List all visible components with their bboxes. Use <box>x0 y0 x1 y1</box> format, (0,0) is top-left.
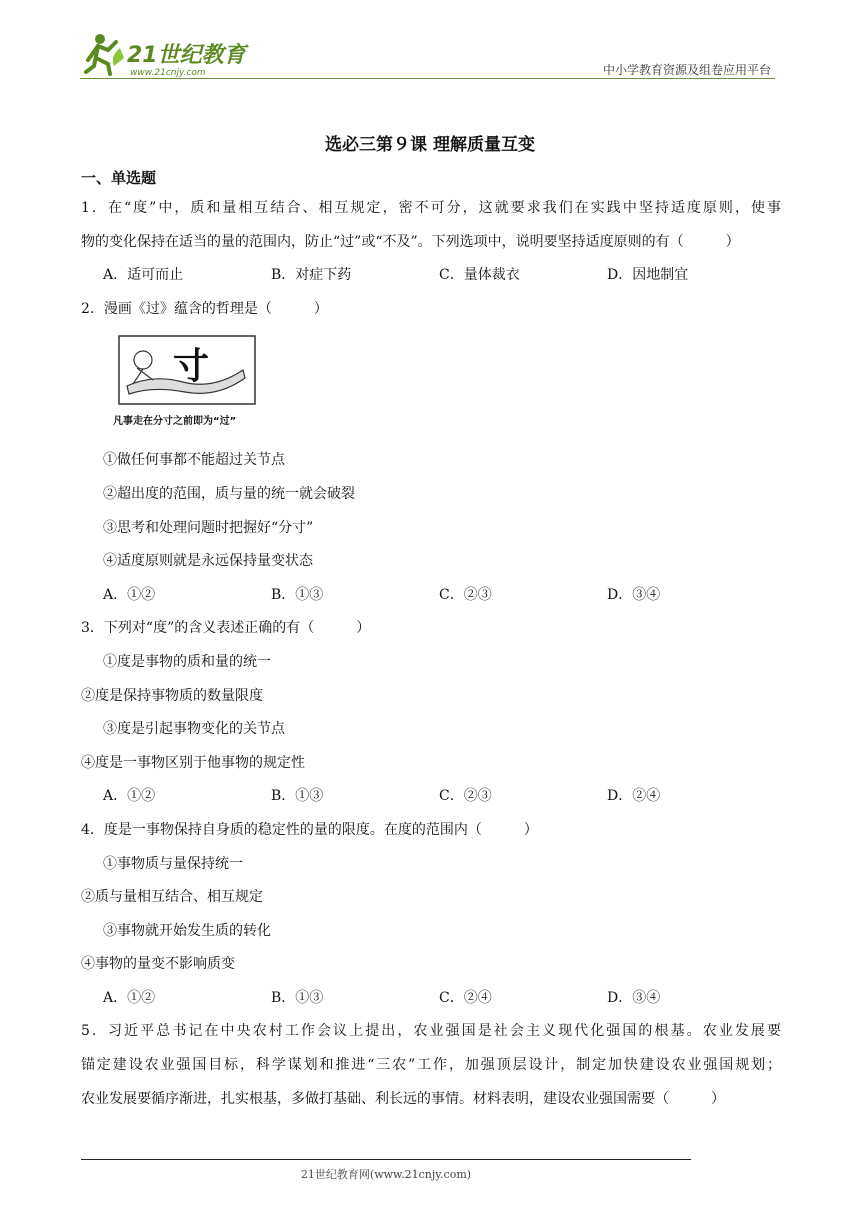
statement-2: ②超出度的范围，质与量的统一就会破裂 <box>103 485 355 502</box>
comic-character: 寸 <box>173 346 210 388</box>
option-a: A．适可而止 <box>103 267 184 284</box>
page-header <box>80 30 775 80</box>
option-b: B．①③ <box>271 989 324 1006</box>
options-row <box>81 579 781 613</box>
question-text-line <box>81 814 781 848</box>
question-text: 农业发展要循序渐进，扎实根基，多做打基础、利长远的事情。材料表明，建设农业强国需要（ <box>81 1090 669 1107</box>
option-d: D．因地制宜 <box>607 267 689 284</box>
question-2 <box>81 293 781 613</box>
footer-text: 21世纪教育网(www.21cnjy.com) <box>300 1168 472 1181</box>
statement-4: ④度是一事物区别于他事物的规定性 <box>81 754 305 771</box>
question-text: 物的变化保持在适当的量的范围内，防止“过”或“不及”。下列选项中，说明要坚持适度原则的有（ <box>81 233 684 250</box>
question-text: 锚定建设农业强国目标，科学谋划和推进“三农”工作，加强顶层设计，制定加快建设农业强国规划； <box>81 1057 781 1074</box>
statement-3: ③度是引起事物变化的关节点 <box>103 721 285 738</box>
option-d: D．③④ <box>607 586 661 603</box>
header-divider <box>80 78 775 79</box>
option-c: C．②④ <box>439 989 492 1006</box>
question-text-line <box>81 612 781 646</box>
question-list <box>81 192 781 1116</box>
question-4 <box>81 814 781 1016</box>
section-heading: 一、单选题 <box>81 169 157 187</box>
options-row <box>81 259 781 293</box>
option-d: D．②④ <box>607 788 661 805</box>
footer-divider <box>81 1159 691 1160</box>
statement-3: ③思考和处理问题时把握好“分寸” <box>103 519 314 536</box>
question-3 <box>81 612 781 814</box>
statement-4: ④事物的量变不影响质变 <box>81 956 235 973</box>
statement-2: ②质与量相互结合、相互规定 <box>81 889 263 906</box>
question-1 <box>81 192 781 293</box>
option-b: B．①③ <box>271 586 324 603</box>
question-text: 2．漫画《过》蕴含的哲理是（ <box>81 300 272 317</box>
close-paren: ） <box>356 620 371 637</box>
close-paren: ） <box>725 233 740 250</box>
question-text-line <box>81 226 781 260</box>
option-c: C．②③ <box>439 788 492 805</box>
statement-4: ④适度原则就是永远保持量变状态 <box>103 553 313 570</box>
site-logo <box>80 30 260 78</box>
platform-name: 中小学教育资源及组卷应用平台 <box>602 63 771 77</box>
option-c: C．量体裁衣 <box>439 267 520 284</box>
comic-image <box>105 326 781 444</box>
options-row <box>81 780 781 814</box>
option-b: B．①③ <box>271 788 324 805</box>
question-text: 5．习近平总书记在中央农村工作会议上提出，农业强国是社会主义现代化强国的根基。农业发展要 <box>81 1023 781 1040</box>
option-a: A．①② <box>103 586 156 603</box>
question-text-line <box>81 1083 781 1117</box>
close-paren: ） <box>711 1090 725 1107</box>
options-row <box>81 982 781 1016</box>
statement-1: ①事物质与量保持统一 <box>103 855 243 872</box>
close-paren: ） <box>523 821 538 838</box>
option-d: D．③④ <box>607 989 661 1006</box>
runner-icon <box>86 34 124 74</box>
logo-url: www.21cnjy.com <box>130 68 206 78</box>
option-a: A．①② <box>103 788 156 805</box>
statement-2: ②度是保持事物质的数量限度 <box>81 687 263 704</box>
question-text: 4．度是一事物保持自身质的稳定性的量的限度。在度的范围内（ <box>81 821 482 838</box>
comic-caption: 凡事走在分寸之前即为“过” <box>113 416 237 428</box>
statement-3: ③事物就开始发生质的转化 <box>103 922 271 939</box>
option-a: A．①② <box>103 989 156 1006</box>
question-5 <box>81 1015 781 1116</box>
logo-text: 21世纪教育 <box>127 43 246 68</box>
question-text-line <box>81 293 781 327</box>
option-c: C．②③ <box>439 586 492 603</box>
statement-1: ①做任何事都不能超过关节点 <box>103 452 285 469</box>
page-title: 选必三第９课 理解质量互变 <box>325 135 535 155</box>
question-text: 1．在“度”中，质和量相互结合、相互规定，密不可分，这就要求我们在实践中坚持适度原则，使事 <box>81 200 781 216</box>
question-text: 3．下列对“度”的含义表述正确的有（ <box>81 620 315 637</box>
comic-drawing <box>113 334 263 434</box>
option-b: B．对症下药 <box>271 267 352 284</box>
statement-1: ①度是事物的质和量的统一 <box>103 653 271 670</box>
close-paren: ） <box>313 300 328 317</box>
